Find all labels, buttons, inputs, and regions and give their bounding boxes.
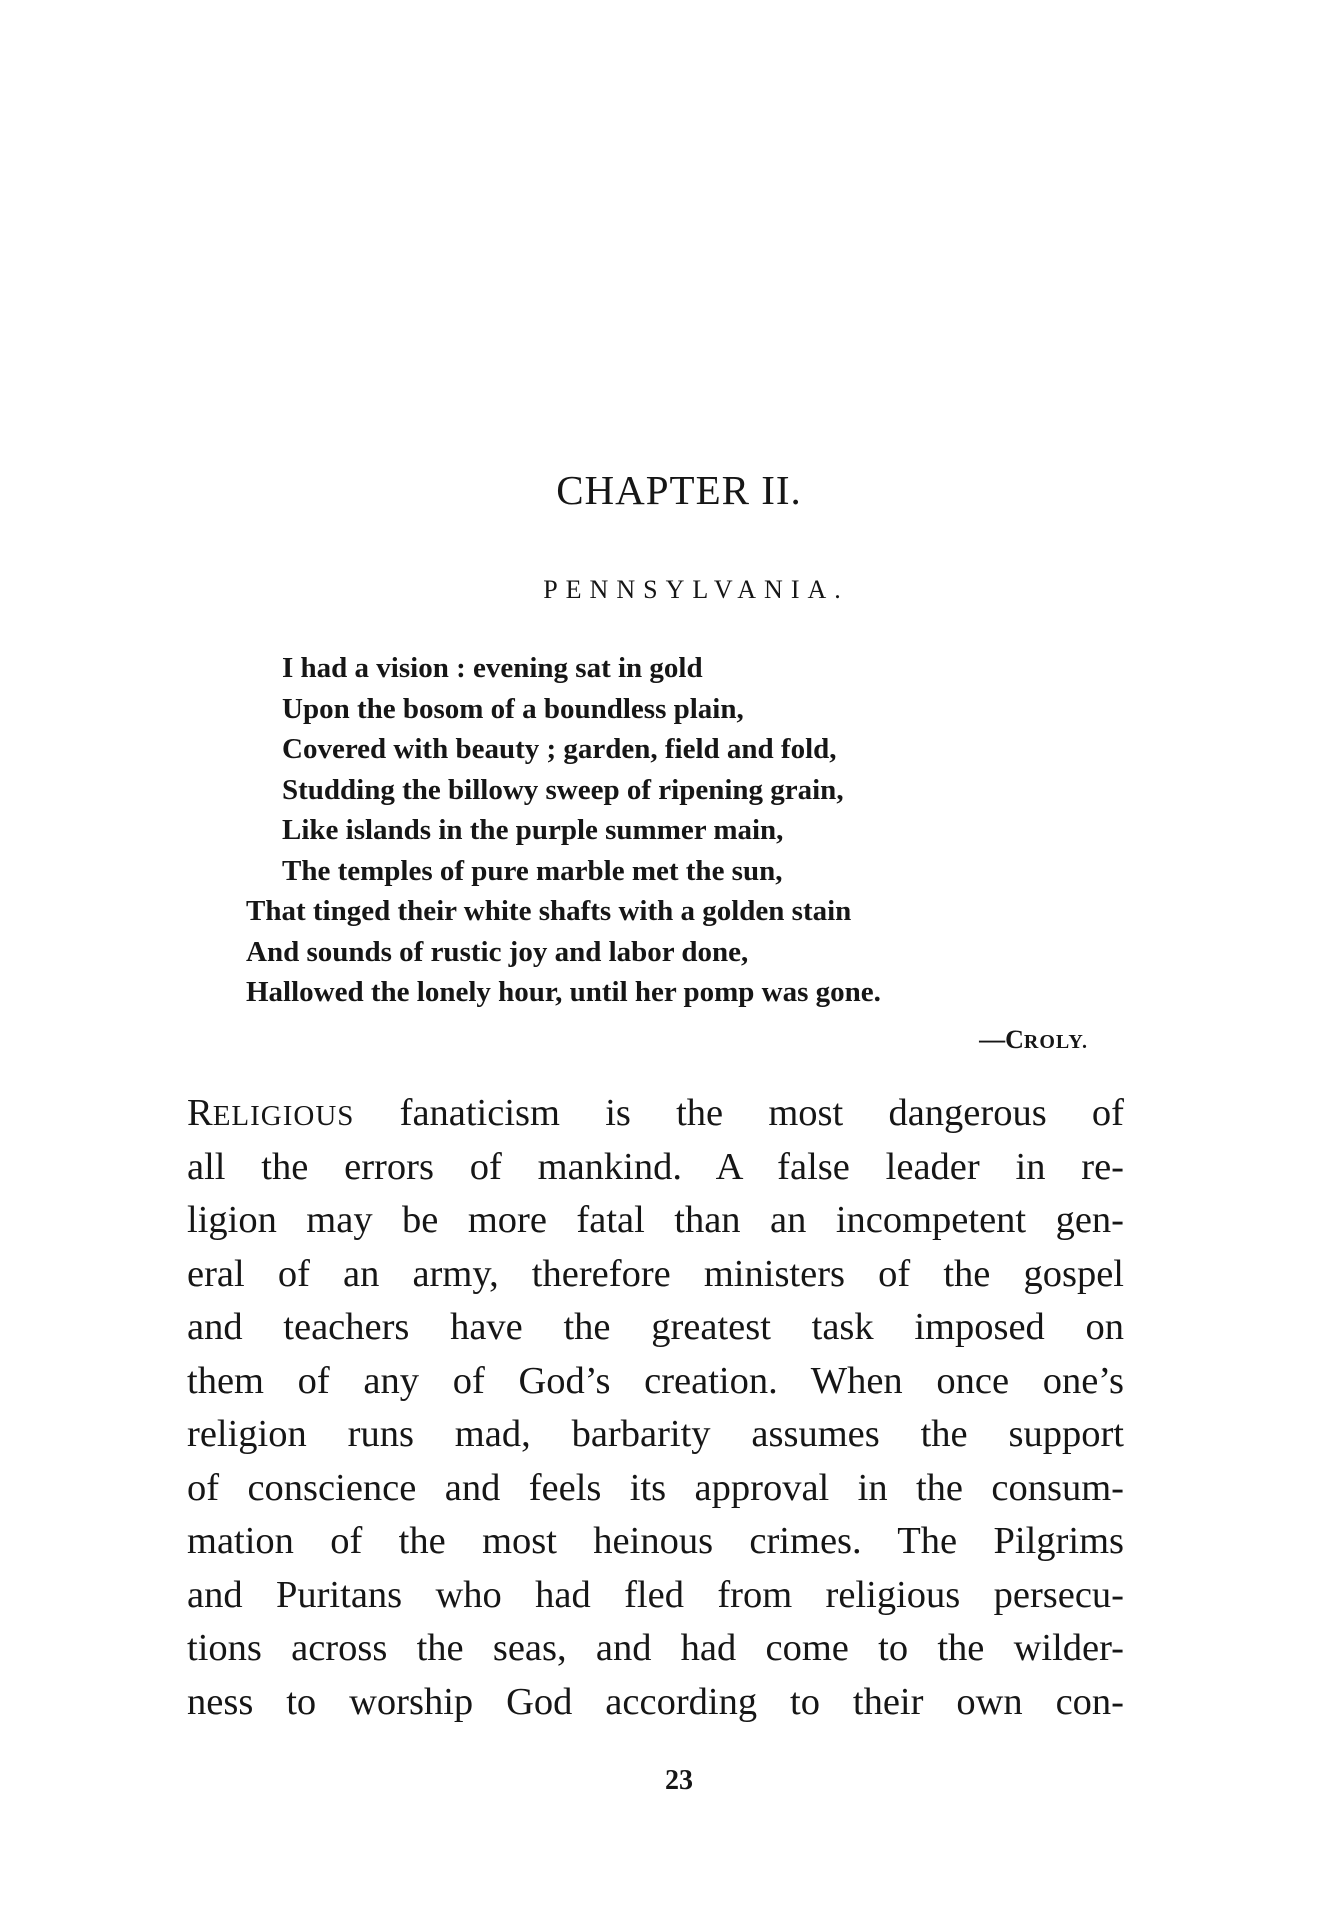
first-line-rest: fanaticism is the most dangerous of — [354, 1092, 1124, 1134]
poem-line: Covered with beauty ; garden, field and fold, — [282, 733, 837, 765]
attribution-dash: — — [979, 1025, 1006, 1054]
first-word-initial: R — [187, 1092, 213, 1134]
attribution-initial: C — [1005, 1025, 1024, 1054]
poem-line: Studding the billowy sweep of ripening grain, — [282, 773, 844, 806]
prose-line: eral of an army, therefore ministers of the gospel — [187, 1252, 1124, 1295]
poem-line: I had a vision : evening sat in gold — [282, 652, 703, 684]
prose-line: and Puritans who had fled from religious persecu- — [187, 1573, 1124, 1616]
epigraph-poem — [246, 648, 1126, 1013]
poem-line: Upon the bosom of a boundless plain, — [282, 692, 744, 725]
page-number: 23 — [665, 1765, 693, 1796]
poem-line: Like islands in the purple summer main, — [282, 814, 784, 846]
poem-line: The temples of pure marble met the sun, — [282, 854, 783, 887]
prose-line: mation of the most heinous crimes. The Pilgrims — [187, 1520, 1124, 1562]
poem-line: Hallowed the lonely hour, until her pomp was gone. — [246, 976, 881, 1008]
prose-line: of conscience and feels its approval in the consum- — [187, 1466, 1124, 1509]
prose-line: ligion may be more fatal than an incompetent gen- — [187, 1199, 1124, 1241]
prose-line: tions across the seas, and had come to the wilder- — [187, 1627, 1124, 1669]
poem-line: That tinged their white shafts with a golden stain — [246, 895, 852, 927]
poem-line: And sounds of rustic joy and labor done, — [246, 935, 749, 968]
epigraph-attribution — [900, 1027, 1088, 1053]
first-word-rest: ELIGIOUS — [212, 1100, 355, 1132]
prose-line: all the errors of mankind. A false leader in re- — [187, 1145, 1124, 1188]
prose-line: and teachers have the greatest task imposed on — [187, 1306, 1124, 1348]
prose-line — [187, 1087, 1124, 1141]
body-text — [187, 1087, 1124, 1729]
attribution-rest: ROLY. — [1023, 1031, 1088, 1053]
prose-line: religion runs mad, barbarity assumes the support — [187, 1413, 1124, 1455]
prose-line: ness to worship God according to their own con- — [187, 1680, 1124, 1723]
chapter-heading: CHAPTER II. — [556, 467, 802, 513]
prose-line: them of any of God’s creation. When once one’s — [187, 1359, 1124, 1402]
chapter-subtitle: PENNSYLVANIA. — [543, 575, 849, 604]
